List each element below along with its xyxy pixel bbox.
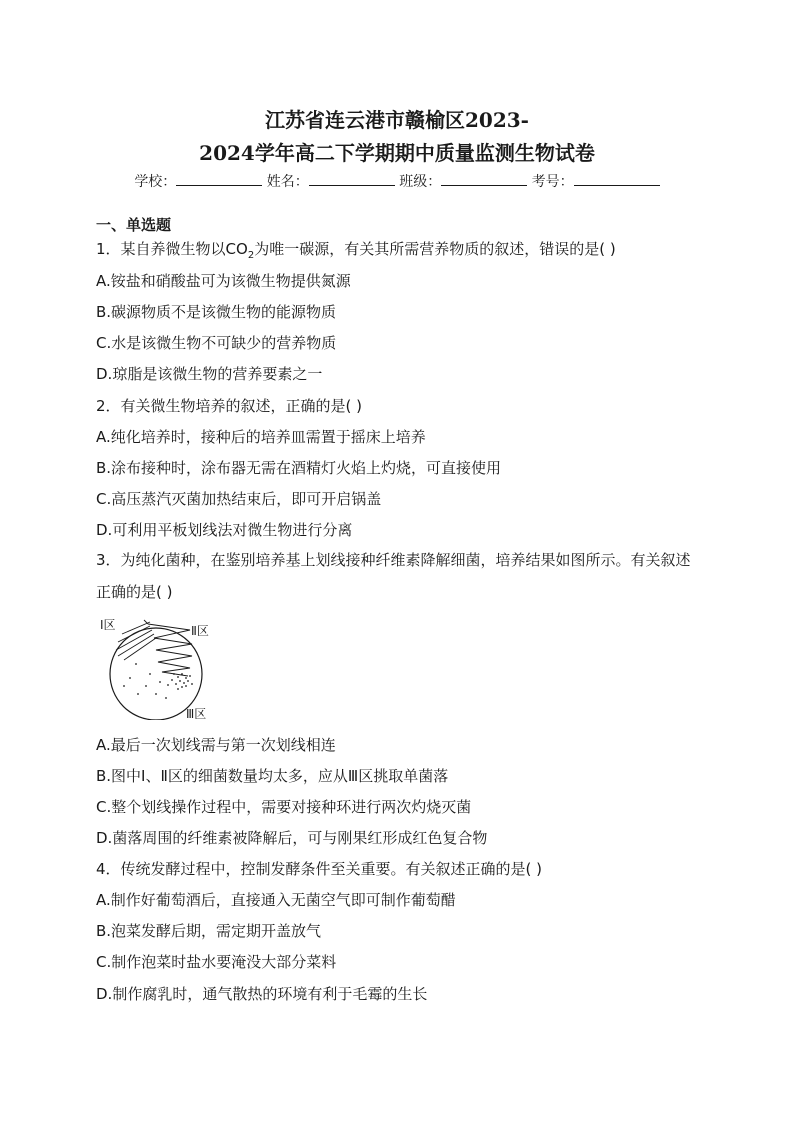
question-3-option-d: D.菌落周围的纤维素被降解后，可与刚果红形成红色复合物	[96, 829, 488, 847]
question-3-stem: 3．为纯化菌种，在鉴别培养基上划线接种纤维素降解细菌，培养结果如图所示。有关叙述正确的是( )	[96, 551, 691, 601]
question-2-option-a: A.纯化培养时，接种后的培养皿需置于摇床上培养	[96, 428, 426, 446]
school-label: 学校：	[134, 174, 177, 190]
question-1-subscript: 2	[247, 250, 255, 261]
figure-label-zone-1: Ⅰ区	[100, 618, 116, 632]
figure-label-zone-2: Ⅱ区	[191, 624, 209, 638]
question-2-option-b: B.涂布接种时，涂布器无需在酒精灯火焰上灼烧，可直接使用	[96, 459, 502, 477]
question-2-option-c: C.高压蒸汽灭菌加热结束后，即可开启锅盖	[96, 490, 382, 508]
name-blank[interactable]	[309, 173, 395, 186]
question-4-option-b: B.泡菜发酵后期，需定期开盖放气	[96, 922, 322, 940]
name-label: 姓名：	[266, 174, 309, 190]
number-label: 考号：	[531, 174, 574, 190]
number-blank[interactable]	[574, 173, 660, 186]
question-4-option-d: D.制作腐乳时，通气散热的环境有利于毛霉的生长	[96, 985, 428, 1003]
question-4-option-a: A.制作好葡萄酒后，直接通入无菌空气即可制作葡萄醋	[96, 891, 456, 909]
question-2-stem: 2．有关微生物培养的叙述，正确的是( )	[96, 397, 363, 415]
student-info-row	[0, 171, 794, 191]
section-heading: 一、单选题	[96, 216, 172, 234]
question-1-option-b: B.碳源物质不是该微生物的能源物质	[96, 303, 337, 321]
question-2-option-d: D.可利用平板划线法对微生物进行分离	[96, 521, 353, 539]
question-3-option-b: B.图中Ⅰ、Ⅱ区的细菌数量均太多，应从Ⅲ区挑取单菌落	[96, 767, 449, 785]
question-1-stem	[96, 238, 616, 261]
class-label: 班级：	[399, 174, 442, 190]
class-blank[interactable]	[441, 173, 527, 186]
figure-label-zone-3: Ⅲ区	[186, 707, 207, 721]
question-1-option-d: D.琼脂是该微生物的营养要素之一	[96, 365, 323, 383]
exam-title-line-2: 2024学年高二下学期期中质量监测生物试卷	[199, 141, 595, 165]
question-1-stem-text-2: 为唯一碳源，有关其所需营养物质的叙述，错误的是( )	[254, 240, 616, 258]
question-3-option-c: C.整个划线操作过程中，需要对接种环进行两次灼烧灭菌	[96, 798, 472, 816]
question-4-stem: 4．传统发酵过程中，控制发酵条件至关重要。有关叙述正确的是( )	[96, 860, 543, 878]
question-1-option-a: A.铵盐和硝酸盐可为该微生物提供氮源	[96, 272, 351, 290]
exam-title-line-1: 江苏省连云港市赣榆区2023-	[265, 108, 529, 132]
school-blank[interactable]	[176, 173, 262, 186]
question-1-stem-text: 1．某自养微生物以CO	[96, 240, 248, 258]
question-4-option-c: C.制作泡菜时盐水要淹没大部分菜料	[96, 953, 337, 971]
question-1-option-c: C.水是该微生物不可缺少的营养物质	[96, 334, 337, 352]
question-3-option-a: A.最后一次划线需与第一次划线相连	[96, 736, 336, 754]
